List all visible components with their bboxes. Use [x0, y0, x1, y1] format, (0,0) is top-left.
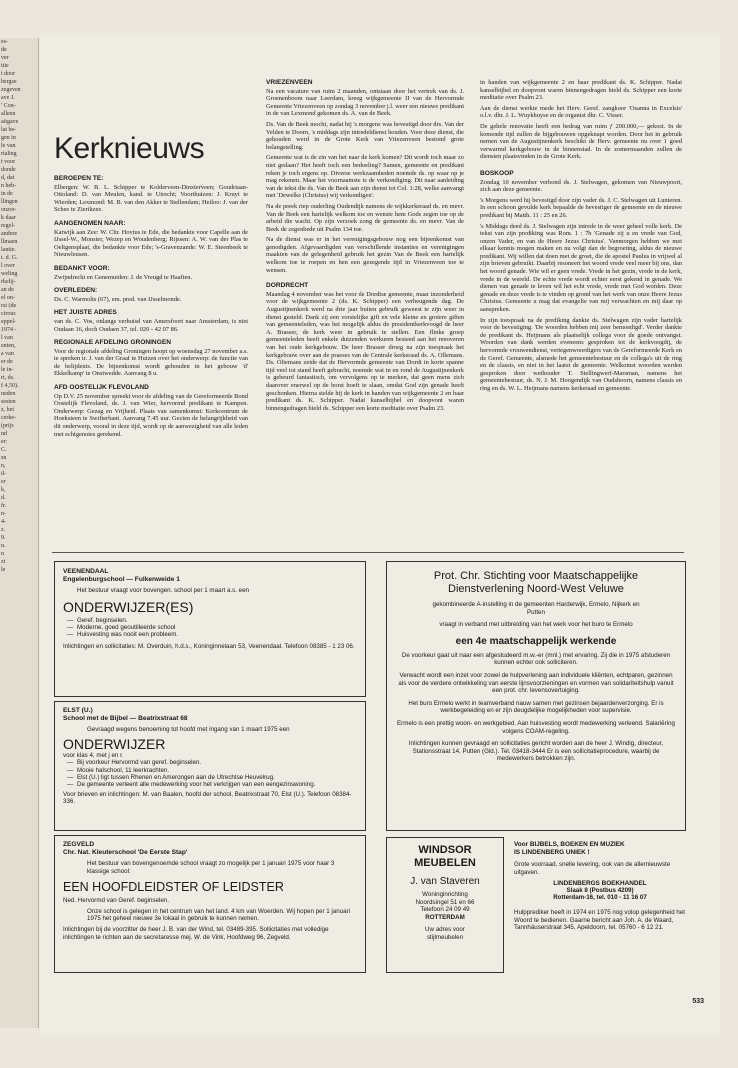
- margin-fragment: z.: [1, 527, 6, 533]
- margin-fragment: t door: [1, 71, 16, 77]
- margin-fragment: gen in: [1, 135, 16, 141]
- ad-contact: Inlichtingen en sollicitaties: M. Overduin, h.d.s., Koninginnelaan 53, Veenendaal. Telefoon 08385 - 1 23 06.: [63, 642, 355, 650]
- margin-fragment: in de: [1, 191, 13, 197]
- ad-ask: vraagt in verband met uitbreiding van het werk voor het buro te Ermelo: [439, 621, 633, 629]
- margin-fragment: er: [1, 479, 6, 485]
- section-body: Op D.V. 25 november spreekt voor de afdeling van de Gereformeerde Bond Oostelijk Flevoland, ds. J. van Wier, hervormd predikant te Kampen. Onderwerp: Gezag en Vrijheid. Plaats van samenkomst: Kerkcentrum de Hoeksteen te Swifterbant. Aanvang 7.45 uur. Gezien de belangrijkheid van dit onderwerp, vooral in deze tijd, wordt op de aanwezigheid van alle leden met echtgenotes gerekend.: [54, 392, 248, 438]
- margin-fragment: d, dat: [1, 175, 15, 181]
- margin-fragment: (prijs: [1, 423, 14, 429]
- margin-fragment: C.: [1, 447, 7, 453]
- ad-stichting: [386, 561, 686, 831]
- margin-fragment: lantie.: [1, 247, 16, 253]
- article-paragraph: Na een vacature van ruim 2 maanden, ontstaan door het vertrek van ds. J. Groenenboom naar Leerdam, kreeg wijkgemeente II van de Hervormde Gemeente Vriezenveen op zondag 3 november j.l. weer een nieuwe predikant in de van Lexmond gekomen ds. A. van de Beek.: [266, 87, 464, 118]
- ad-position: EEN HOOFDLEIDSTER OF LEIDSTER: [63, 880, 284, 895]
- margin-fragment: f 4,50).: [1, 383, 19, 389]
- ad-veenendaal: [54, 561, 366, 697]
- ad-line: Uw adres voor: [425, 926, 465, 934]
- section-body: van ds. C. Vos, onlangs verhuisd van Amersfoort naar Amsterdam, is niet Oudaan 16, doch Oudaen 37, tel. 020 - 42 07 86.: [54, 317, 248, 333]
- margin-fragment: sn: [1, 455, 7, 461]
- margin-fragment: l van: [1, 335, 13, 341]
- page-title: Kerknieuws: [54, 132, 205, 165]
- vriezenveen-heading: VRIEZENVEEN: [266, 79, 313, 86]
- margin-fragment: weling: [1, 271, 18, 277]
- kerknieuws-sections: [54, 175, 248, 438]
- section-heading: BEROEPEN TE:: [54, 175, 104, 182]
- margin-fragment: il-: [1, 471, 7, 477]
- ad-list: [63, 617, 357, 639]
- newspaper-page: [40, 35, 720, 1035]
- margin-fragment: andere: [1, 231, 17, 237]
- margin-fragment: ver: [1, 55, 9, 61]
- margin-fragment: er:: [1, 439, 8, 445]
- article-paragraph: Zondag 10 november verbond ds. J. Stelwagen, gekomen van Nieuwpoort, zich aan deze gemeente.: [480, 178, 682, 194]
- ad-text: Grote voorraad, snelle levering, ook van de allernieuwste uitgaven.: [514, 861, 671, 876]
- vriezenveen-article: [266, 88, 464, 275]
- margin-fragment: enten,: [1, 343, 16, 349]
- ad-position: ONDERWIJZER: [63, 735, 166, 752]
- ad-list-item: — Mooie halschool, 11 leerkrachten.: [77, 767, 357, 774]
- margin-fragment: es-: [1, 39, 8, 45]
- ad-windsor: [386, 837, 504, 973]
- margin-fragment: le in-: [1, 367, 14, 373]
- ad-intro: Het bestuur vraagt voor bovengen. school per 1 maart a.s. een: [77, 587, 249, 594]
- ad-paragraph: De voorkeur gaat uit naar een afgestudeerd m.w.-er (mnl.) met ervaring. Zij die in 1975 afstuderen kunnen echter ook solliciteren.: [401, 651, 671, 667]
- margin-fragment: regel-: [1, 223, 15, 229]
- ad-line: Woninginrichting: [422, 891, 468, 898]
- margin-fragment: llingen: [1, 199, 18, 205]
- section-heading: HET JUISTE ADRES: [54, 309, 117, 317]
- margin-fragment: bergse: [1, 79, 17, 85]
- ad-list-item: — Moderne, goed geoutilleerde school: [77, 624, 357, 631]
- article-paragraph: Gemeente wat is de zin van het naar de kerk komen? Dit wordt toch maar zo niet gedaan? Het heeft toch een bedoeling? Samen, gemeente en predikant reken je toch ergens op. Diverse werkzaamheden noemde ds. op waar op je mag rekenen. Maar het voornaamste is de verkondiging. Dit naar aanleiding van de tekst die ds. Van de Beek aan zijn dienst tot Col. 1:28, welke aanvangt met 'Dewelke (Christus) wij verkondigen'.: [266, 154, 464, 200]
- margin-fragment: llmaen: [1, 239, 18, 245]
- margin-fragment: rkelij-: [1, 279, 16, 285]
- ad-line: stijlmeubelen: [426, 933, 464, 941]
- article-paragraph: In zijn toespraak na de prediking dankte ds. Stelwagen zijn vader hartelijk voor de bevestiging. 'De woorden hebben mij zeer bemoedigd'. Verder dankte de predikant ds. Heijmans als plaatselijk collega voor de goede ontvangst. Woorden van dank werden eveneens gesproken tot de kerkvoogdij, de hervormde vrouwendienst, vertegenwoordigers van de Gereformeerde Kerk en de Geref. Gemeente, alsmede het gemeentebestuur en de collega's uit de ring en de classis, en niet in het laatst de gemeente. Welkomst woorden werden gesproken door wethouder T. Stellingwerf-Marsman, namens het gemeentebestuur, ds. N. J. M. Hoogendijk van Oudshoorn, namens classis en ring en ds. W. L. Heijmans namens kerkeraad en gemeente.: [480, 316, 682, 392]
- ad-owner: J. van Staveren: [410, 876, 480, 887]
- margin-fragment: l over: [1, 263, 15, 269]
- boskoop-heading: BOSKOOP: [480, 169, 514, 177]
- ad-contact: Inlichtingen bij de voorzitter de heer J. B. van der Wind, tel. 03489-395. Sollicitaties met volledige inlichtingen te richten aan de secretaresse mej. W. de Vink, Hoofdweg 96, Zegveld.: [63, 925, 329, 941]
- ad-place: ELST (U.): [63, 707, 93, 714]
- margin-fragment: cerke-: [1, 415, 16, 421]
- vriezenveen-column: [266, 79, 464, 415]
- section-body: Ds. C. Warmolts (67), em. pred. van IJsselmonde.: [54, 295, 182, 303]
- ad-position: ONDERWIJZER(ES): [63, 598, 194, 615]
- margin-fragment: k daar: [1, 215, 16, 221]
- ad-place: ZEGVELD: [63, 841, 95, 848]
- dordrecht-paragraph: Maandag 4 november was het voor de Dordtse gemeente, maar inzonderheid voor de wijkgemeente 2 (ds. K. Schipper) een verheugende dag. De Augustijnenkerk werd na drie jaar buiten gebruik geweest te zijn weer in dienst gesteld. Dank zij een vorstelijke gift en vele kleine en grotere giften van gemeenteleden, was het mogelijk aldus de presidentkerkvoogd de heer A. Brasser, de kerk weer in gebruik te stellen. Een flinke groep gemeenteleden heeft enkele duizenden werkuren besteed aan het renoveren van het oude kerkgebouw. De heer Brasser droeg na zijn toespraak het kerkgebouw over aan de praeses van de Centrale kerkeraad ds. A. Ollemans. Ds. Oliemans zeide dat de Hervormde gemeente van Dordt in korte spanne tijd veel tot stand heeft gebracht, noemde wat in en rond de Augustijnenkerk is gebeurd fantastisch, om vervolgens op te merken, dat geen mens zich daarover enerwel op de borst hoeft te slaan, omdat God zijn genade heeft geschonken. Hierna stelde hij de kerk in handen van wijkgemeente 2 en haar predikant ds. K. Schipper. Nadat kanselbijbel en doopvont waren binnengedragen hield ds. Schipper een korte meditatie over Psalm 23.: [266, 290, 464, 412]
- ad-paragraph: Verwacht wordt een inzet voor zowel de hulpverlening aan individuele kliënten, echtparen, gezinnen als voor de verdere ontwikkeling van eerste lijnsvoorzieningen en vormen van solidariteitshulp vanuit een prot. chr. levensovertuiging.: [398, 671, 674, 695]
- margin-fragment: n.: [1, 543, 6, 549]
- margin-fragment: ' Con-: [1, 103, 16, 109]
- section-heading: OVERLEDEN:: [54, 287, 98, 295]
- margin-fragment: n: [1, 551, 4, 557]
- section-body: Voor de regionale afdeling Groningen hoopt op woensdag 27 november a.s. te spreken ir. J. van der Graaf te Huizen over het onderwerp: de functie van de belijdenis. De bijeenkomst wordt gehouden in het gebouw 'd' Ekkelkamp' te Onstwedde. Aanvang 8 u.: [54, 347, 248, 378]
- ad-paragraph: Het buro Ermelo werkt in teamverband nauw samen met gezinsen bejaardenverzorging. Er is werkbegeleiding en er zijn deugdelijke mogelijkheden voor supervisie.: [408, 699, 664, 715]
- ad-contact: Inlichtingen kunnen gevraagd en sollicitaties gericht worden aan de heer J. Windig, directeur, Stationsstraat 14, Putten (Gld.). Tel. 03418-3444 Er is een sollicitatieprocedure, waarbij de medewerkers betrokken zijn.: [408, 740, 664, 763]
- ad-line: Telefoon 24 09 49: [420, 906, 470, 914]
- margin-fragment: t. d. G.: [1, 255, 18, 261]
- article-paragraph: Ds. Van de Beek mocht, nadat hij 's morgens was bevestigd door drs. Van der Velden te Doorn, 's middags zijn intredeldienst houden. Voor deze dienst, die gehouden werd in de Grote Kerk van Vriezenveen bestond grote belangstelling.: [266, 120, 464, 151]
- margin-fragment: n-: [1, 511, 6, 517]
- margin-fragment: 1974 -: [1, 327, 17, 333]
- ad-paragraph: Ermelo is een prettig woon- en werkgebied. Aan huisvesting wordt medewerking verleend. Salariëring volgens COAM-regeling.: [397, 719, 675, 735]
- margin-fragment: 9.: [1, 535, 6, 541]
- margin-fragment: n heb-: [1, 183, 17, 189]
- kerknieuws-column: [54, 133, 248, 441]
- ad-place: VEENENDAAL: [63, 568, 109, 575]
- page-number: 533: [692, 998, 704, 1005]
- margin-fragment: z, het: [1, 407, 14, 413]
- margin-fragment: onzor-: [1, 207, 17, 213]
- margin-fragment: donde: [1, 167, 16, 173]
- ad-intro: Gevraagd wegens benoeming tot hoofd met ingang van 1 maart 1975 een: [87, 726, 290, 733]
- margin-fragment: aitgave: [1, 119, 19, 125]
- boskoop-article: [480, 179, 682, 396]
- margin-fragment: ttie: [1, 63, 9, 69]
- ad-lindenberg: [514, 841, 686, 973]
- ad-position: een 4e maatschappelijk werkende: [455, 635, 617, 647]
- section-body: Zwijndrecht en Genemuiden: J. de Vreugd te Haaften.: [54, 273, 193, 281]
- margin-fragment: 4-: [1, 519, 6, 525]
- margin-fragment: t voor: [1, 159, 16, 165]
- ad-list-item: — Bij voorkeur Hervormd van geref. beginselen.: [77, 759, 357, 766]
- article-paragraph: 's Morgens werd hij bevestigd door zijn vader ds. J. C. Stelwagen uit Lunteren. In een schoon gevulde kerk bepaalde de bevestiger de gemeente en de nieuwe predikant bij Matth. 11 : 25 en 26.: [480, 196, 682, 219]
- ad-for: voor klas 4, met j en r.: [63, 751, 124, 759]
- previous-page-margin: [0, 38, 39, 1028]
- ad-name: LINDENBERGS BOEKHANDEL: [553, 880, 647, 888]
- margin-fragment: rtaling: [1, 151, 17, 157]
- margin-fragment: neden: [1, 391, 16, 397]
- ad-sub: Ned. Hervormd van Geref. beginselen.: [63, 897, 169, 905]
- ad-line: ROTTERDAM: [425, 913, 465, 921]
- article-paragraph: Na de preek riep ouderling Oudendijk namens de wijkkerkeraad ds. en mevr. Van de Beek een hartelijk welkom toe en wenste hem Gods zegen toe op de arbeid die wacht. Op zijn verzoek zong de gemeente ds. en mevr. Van de Beek de zegenbede uit Psalm 134 toe.: [266, 202, 464, 233]
- section-heading: BEDANKT VOOR:: [54, 264, 110, 272]
- margin-fragment: cirour.: [1, 311, 17, 317]
- ad-line: Noordsingel 51 en 66: [415, 898, 475, 906]
- ad-school: Engelenburgschool — Fulkenweide 1: [63, 576, 180, 583]
- margin-fragment: eppel-: [1, 319, 16, 325]
- margin-fragment: a van: [1, 351, 14, 357]
- ad-list-item: — Geref. beginselen.: [77, 617, 357, 624]
- article-paragraph: 's Middags deed ds. J. Stelwagen zijn intrede in de weer geheel volle kerk. De tekst van zijn prediking was Rom. 1 : 7b 'Genade zij u en vrede van God, onzen Vader, en van de Heere Jezus Christus'. Vanmorgen hebben we met elkaar kennis mogen maken en nu volgt dan de begroeting, aldus de nieuwe predikant. Wij willen dat doen met de groet, die de apostel Paulus in vrijwel al zijn brieven gebruikt. Daarbij resoneert het woord vrede veel meer bij ons, dan het woord genade. Wie wil er geen vrede. Vrede in het gezin, vrede in de kerk, vrede in de wereld. De echte vrede wordt echter eerst gekend in genade. We dienen van genade te leven wil het echt vrede, vrede met God worden. Deze genade en deze vrede is te vinden op grond van het werk van onze Heere Jezus Christus. Gemeente u mag dat evangelie van mij verwachten en mij daar op aanspreken.: [480, 222, 682, 314]
- margin-fragment: lat be-: [1, 127, 17, 133]
- article-paragraph: Na de dienst was er in het verenigingsgebouw nog een bijeenkomst van genodigden. Afgevaardigden van verschillende instanties en verenigingen maakten van de gelegenheid gebruik het gezin Van de Beek een hartelijk welkom toe te roepen en hen een gezegende tijd in Vriezenveen toe te wensen.: [266, 236, 464, 274]
- ad-school: School met de Bijbel — Beatrixstraat 68: [63, 715, 188, 722]
- ad-body: Onze school is gelegen in het centrum van het land. 4 km van Woerden. Wij hopen per 1 januari 1975 het geheel nieuwe 3e lokaal in gebruik te kunnen nemen.: [87, 907, 351, 923]
- margin-fragment: zegeven: [1, 87, 21, 93]
- ad-list: [63, 759, 357, 789]
- ad-sub: gekombineerde A-instelling in de gemeenten Harderwijk, Ermelo, Nijkerk en Putten: [432, 601, 640, 616]
- divider: [52, 552, 684, 553]
- section-body: Elbergen: W. B. L. Schipper te Kolderveen-Dinxterveen; Goudriaan-Ottoland: D. van Meulen, kand. te Utrecht; Voorthuizen: J. Kruyt te Wierden; Lexmond: M. B. van den Akker te Stellendam; Heiloo: J. van der Schee te Zierikzee.: [54, 183, 248, 214]
- margin-fragment: rst (de: [1, 303, 17, 309]
- ad-contact: Voor brieven en inlichtingen: M. van Baalen, hoofd der school, Beatrixstraat 70, Elst (U.). Telefoon 08384-336.: [63, 790, 352, 806]
- boskoop-column: [480, 79, 682, 396]
- ad-intro: Het bestuur van bovengenoemde school vraagt zo mogelijk per 1 januari 1975 voor haar 3 klassige school:: [87, 860, 335, 875]
- margin-fragment: zt: [1, 559, 6, 565]
- margin-fragment: fr.: [1, 503, 7, 509]
- section-heading: AANGENOMEN NAAR:: [54, 219, 126, 227]
- margin-fragment: ave J.: [1, 95, 15, 101]
- ad-zegveld: [54, 835, 366, 973]
- ad-elst: [54, 701, 366, 831]
- ad-address: Slaak 8 (Postbus 4209): [566, 887, 634, 895]
- dordrecht-paragraph-3: De gehele renovatie heeft een bedrag van ruim ƒ 200.000,— gekost. In de komende tijd zullen de bijgebouwen opgeknapt worden. Door het in gebruik nemen van de Augustijnenkerk beschikt de Herv. gemeente nu over 1 goed verwarmd kerkgebouw in de binnenstad. In de zomermaanden zullen de diensten plaatsvinden in de Grote Kerk.: [480, 122, 682, 161]
- margin-fragment: le: [1, 567, 6, 573]
- ad-head: Voor BIJBELS, BOEKEN EN MUZIEK: [514, 841, 625, 848]
- ad-address: Rotterdam-16, tel. 010 - 11 16 07: [553, 894, 647, 902]
- ad-name: WINDSOR MEUBELEN: [414, 844, 476, 869]
- margin-fragment: d.: [1, 495, 6, 501]
- margin-fragment: de: [1, 47, 7, 53]
- margin-fragment: n,: [1, 463, 6, 469]
- margin-fragment: an de: [1, 287, 14, 293]
- margin-fragment: sesten: [1, 399, 16, 405]
- ad-hulpprediker: Hulpprediker heeft in 1974 en 1975 nog volop gelegenheid het Woord te bedienen. Gaarne bericht aan Joh. A. de Waard, Tannhäuserstraat 345, Apeldoorn, tel. 05760 - 6 12 21.: [514, 909, 685, 932]
- section-body: Katwijk aan Zee: W. Chr. Hovius te Ede, die bedankte voor Capelle aan de IJssel-W., Monster, Wezep en Woudenberg; Rijssen: A. W. van der Plas te Oeltgensplaat, die bedankte voor Ede; 's-Gravenzande: W. E. Steenbeek te Nieuwleusen.: [54, 228, 248, 259]
- margin-fragment: el on-: [1, 295, 15, 301]
- ad-list-item: — De gemeente verleent alle medewerking voor het verkrijgen van een eengezinswoning.: [77, 781, 357, 788]
- margin-fragment: rt, ds.: [1, 375, 15, 381]
- ad-school: Chr. Nat. Kleuterschool 'De Eerste Stap': [63, 849, 188, 856]
- margin-fragment: k,: [1, 487, 6, 493]
- ad-head: IS LINDENBERG UNIEK !: [514, 849, 590, 856]
- dordrecht-paragraph-2: Aan de dienst werkte mede het Herv. Geref. zangkoor 'Osanna in Excelsis' o.l.v. dhr. J. L. Wuykhuyse en de organist dhr. C. Visser.: [480, 104, 682, 120]
- dordrecht-heading: DORDRECHT: [266, 282, 309, 290]
- section-heading: AFD OOSTELIJK FLEVOLAND: [54, 384, 149, 392]
- ad-list-item: — Huisvesting was nooit een probleem.: [77, 631, 357, 638]
- ad-list-item: — Elst (U.) ligt tussen Rhenen en Amerongen aan de Utrechtse Heuvelrug.: [77, 774, 357, 781]
- section-heading: REGIONALE AFDELING GRONINGEN: [54, 339, 171, 347]
- margin-fragment: nd: [1, 431, 7, 437]
- margin-fragment: le van: [1, 143, 16, 149]
- dordrecht-continued: in handen van wijkgemeente 2 en haar predikant ds. K. Schipper. Nadat kanselbijbel en doopvont waren binnengedragen hield ds. Schipper een korte meditatie over Psalm 23.: [480, 79, 682, 102]
- ad-title: Prot. Chr. Stichting voor Maatschappelijke Dienstverlening Noord-West Veluwe: [433, 570, 639, 595]
- margin-fragment: er de: [1, 359, 13, 365]
- margin-fragment: alleen: [1, 111, 16, 117]
